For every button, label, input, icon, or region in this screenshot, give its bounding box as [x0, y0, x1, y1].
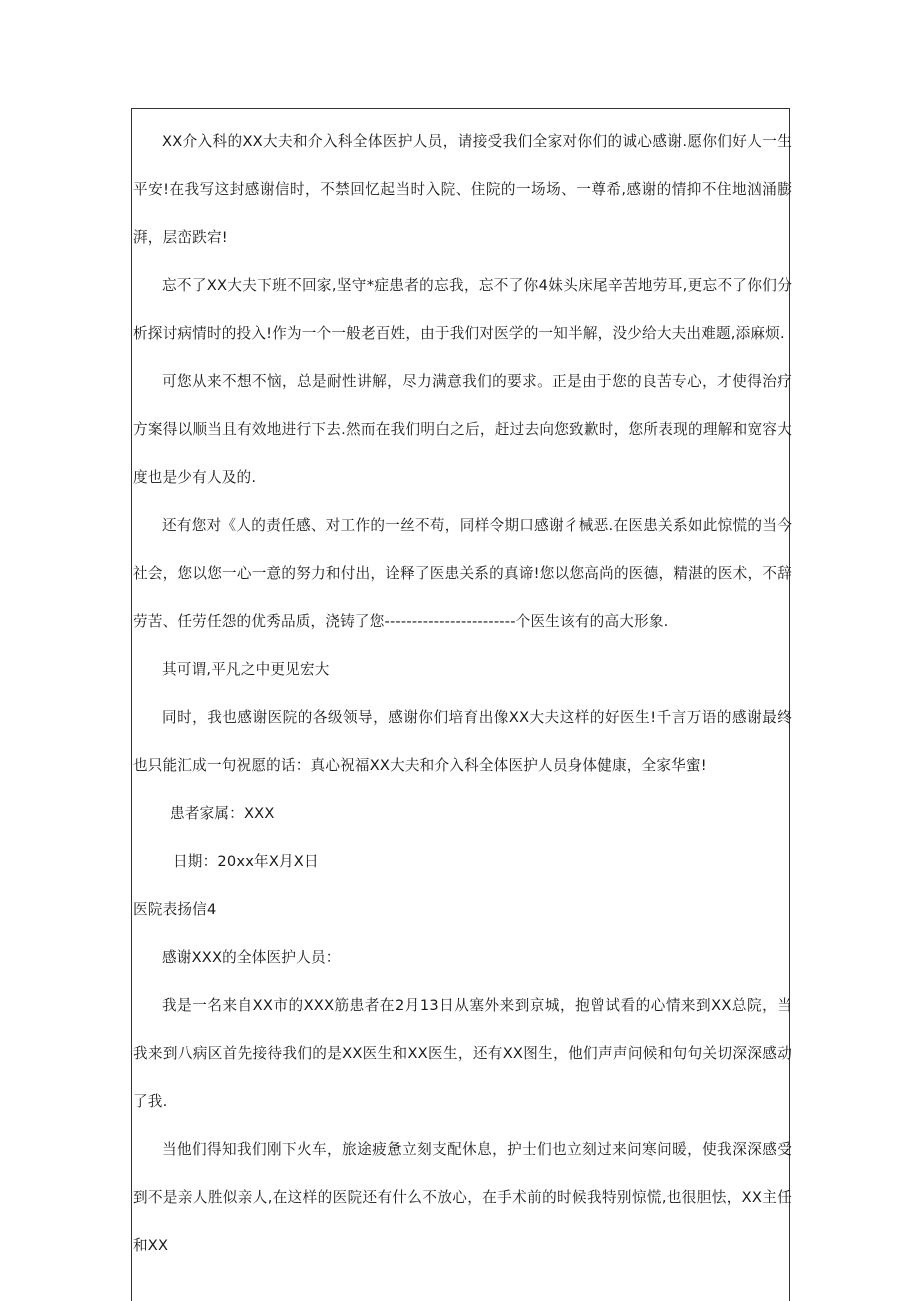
paragraph-5: 其可谓,平凡之中更见宏大	[162, 661, 330, 678]
paragraph-6: 同时，我也感谢医院的各级领导，感谢你们培育出像XX大夫这样的好医生!千言万语的感谢最终也只能汇成一句祝愿的话：真心祝福XX大夫和介入科全体医护人员身体健康，全家华蜜!	[133, 709, 792, 774]
document-body	[133, 118, 792, 1270]
paragraph-1: XX介入科的XX大夫和介入科全体医护人员，请接受我们全家对你们的诚心感谢.愿你们好人一生平安!在我写这封感谢信时，不禁回忆起当时入院、住院的一场场、一尊希,感谢的情抑不住地汹涌膨湃，层峦跌宕!	[133, 133, 792, 246]
paragraph-8: 当他们得知我们刚下火车，旅途疲惫立刻支配休息，护士们也立刻过来问寒问暖，使我深深感受到不是亲人胜似亲人,在这样的医院还有什么不放心，在手术前的时候我特别惊慌,也很胆怯，XX主任和XX	[133, 1141, 792, 1254]
paragraph-4: 还有您对《人的责任感、对工作的一丝不苟，同样令期口感谢彳械恶.在医患关系如此惊慌的当今社会，您以您一心一意的努力和付出，诠释了医患关系的真谛!您以您高尚的医德，精湛的医术，不辞劳苦、任劳任怨的优秀品质，浇铸了您------------------------个医生该有的高大形象.	[133, 517, 792, 630]
paragraph-2: 忘不了XX大夫下班不回家,坚守*症患者的忘我，忘不了你4妹头床尾辛苦地劳耳,更忘不了你们分析探讨病情时的投入!作为一个一般老百姓，由于我们对医学的一知半解，没少给大夫出难题,添麻烦.	[133, 277, 792, 342]
section-title: 医院表扬信4	[133, 901, 217, 918]
paragraph-3: 可您从来不想不恼，总是耐性讲解，尽力满意我们的要求。正是由于您的良苦专心，才使得治疗方案得以顺当且有效地进行下去.然而在我们明白之后，赶过去向您致歉时，您所表现的理解和宽容大度也是少有人及的.	[133, 373, 792, 486]
paragraph-7: 我是一名来自XX市的XXX筋患者在2月13日从塞外来到京城，抱曾试看的心情来到XX总院，当我来到八病区首先接待我们的是XX医生和XX医生，还有XX图生，他们声声问候和句句关切深深感动了我.	[133, 997, 792, 1110]
salutation: 感谢XXX的全体医护人员：	[162, 949, 341, 966]
signature-line: 患者家属：XXX	[170, 805, 275, 822]
date-line: 日期：20xx年X月X日	[173, 853, 319, 870]
